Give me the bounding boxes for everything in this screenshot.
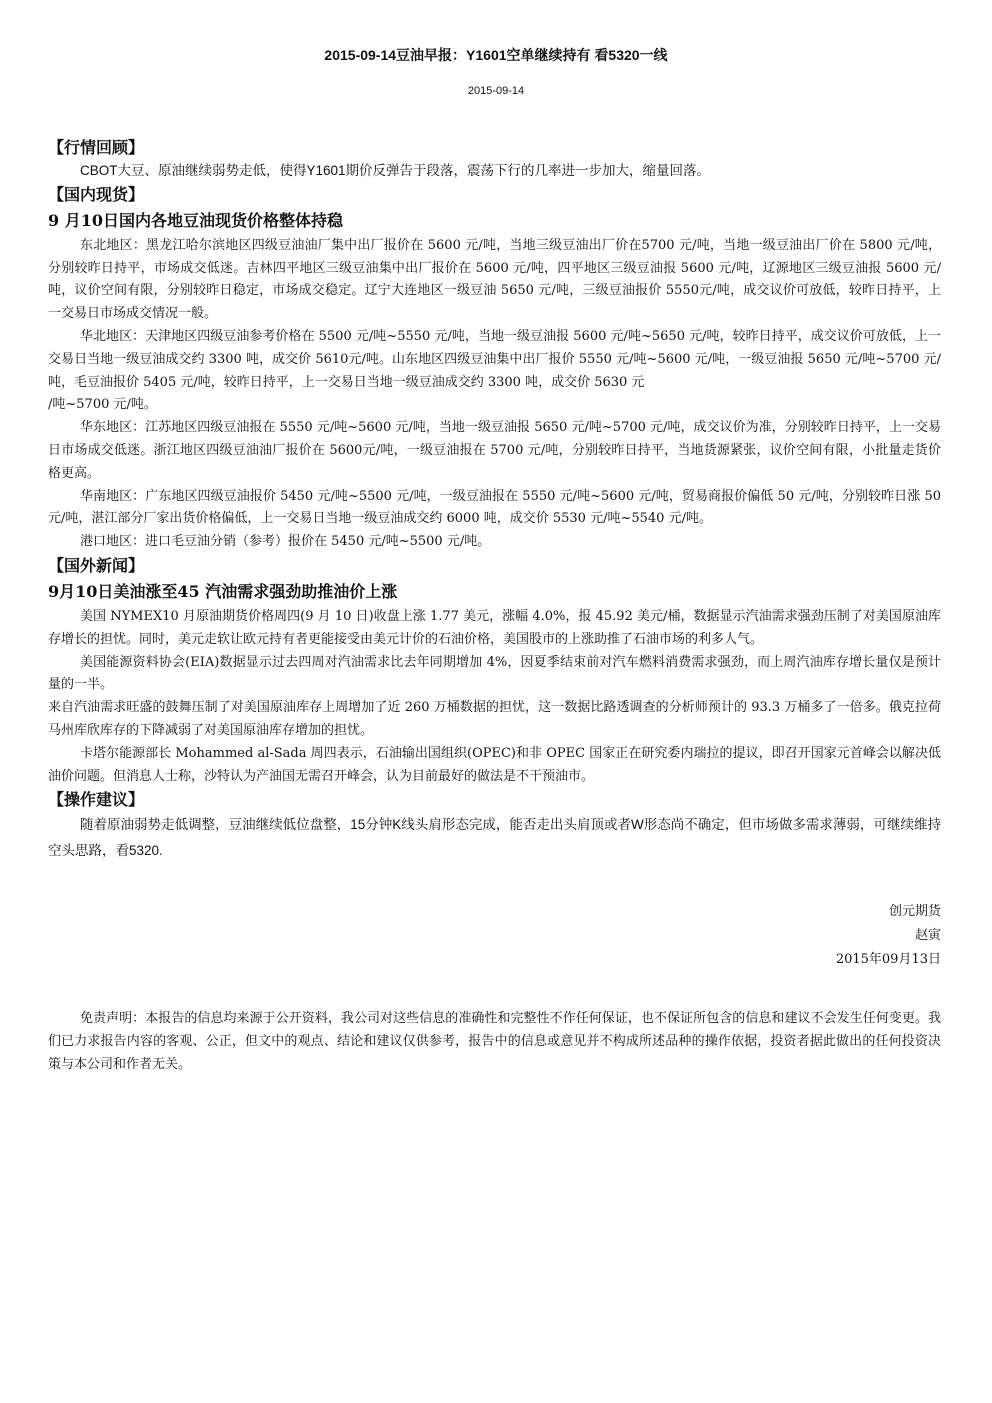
domestic-subheading: 9 月10日国内各地豆油现货价格整体持稳 [48, 210, 343, 230]
foreign-paragraph-3: 来自汽油需求旺盛的鼓舞压制了对美国原油库存上周增加了近 260 万桶数据的担忧，这一数据比路透调查的分析师预计的 93.3 万桶多了一倍多。俄克拉荷马州库欣库存的下降减弱了对美国原油库存增加的担忧。 [48, 700, 941, 738]
north-paragraph: 华北地区：天津地区四级豆油参考价格在 5500 元/吨~5550 元/吨，当地一级豆油报 5600 元/吨~5650 元/吨，较昨日持平，成交议价可放低，上一交易日当地一级豆油成交约 3300 吨，成交价 5610元/吨。山东地区四级豆油集中出厂报价 5550 元/吨~5600 元/吨，一级豆油报 5650 元/吨~5700 元/吨，毛豆油报价 5405 元/吨，较昨日持平，上一交易日当地一级豆油成交约 3300 吨，成交价 5630 元 [48, 328, 941, 390]
section-heading-foreign: 【国外新闻】 [48, 555, 145, 575]
south-paragraph: 华南地区：广东地区四级豆油报价 5450 元/吨~5500 元/吨，一级豆油报在 5550 元/吨~5600 元/吨，贸易商报价偏低 50 元/吨，分别较昨日涨 50 元/吨，湛江部分厂家出货价格偏低，上一交易日当地一级豆油成交约 6000 吨，成交价 5530 元/吨~5540 元/吨。 [48, 488, 941, 527]
foreign-paragraph-2: 美国能源资料协会(EIA)数据显示过去四周对汽油需求比去年同期增加 4%，因夏季结束前对汽车燃料消费需求强劲，而上周汽油库存增长量仅是预计量的一半。 [48, 654, 941, 693]
signature-author: 赵寅 [914, 928, 941, 944]
section-heading-review: 【行情回顾】 [48, 138, 145, 157]
disclaimer-paragraph: 免责声明：本报告的信息均来源于公开资料，我公司对这些信息的准确性和完整性不作任何保证，也不保证所包含的信息和建议不会发生任何变更。我们已力求报告内容的客观、公正，但文中的观点、结论和建议仅供参考，报告中的信息或意见并不构成所述品种的操作依据，投资者据此做出的任何投资决策与本公司和作者无关。 [48, 1011, 941, 1072]
advice-paragraph: 随着原油弱势走低调整，豆油继续低位盘整，15分钟K线头肩形态完成，能否走出头肩顶或者W形态尚不确定，但市场做多需求薄弱，可继续维持空头思路，看5320. [48, 817, 941, 859]
review-paragraph: CBOT大豆、原油继续弱势走低，使得Y1601期价反弹告于段落，震荡下行的几率进一步加大，缩量回落。 [80, 163, 711, 178]
port-paragraph: 港口地区：进口毛豆油分销（参考）报价在 5450 元/吨~5500 元/吨。 [80, 534, 491, 550]
section-heading-advice: 【操作建议】 [48, 790, 145, 810]
document-title: 2015-09-14豆油早报：Y1601空单继续持有 看5320一线 [324, 47, 668, 63]
foreign-subheading: 9月10日美油涨至45 汽油需求强劲助推油价上涨 [48, 581, 398, 601]
signature-date: 2015年09月13日 [835, 952, 941, 968]
foreign-paragraph-4: 卡塔尔能源部长 Mohammed al-Sada 周四表示，石油输出国组织(OPEC)和非 OPEC 国家正在研究委内瑞拉的提议，即召开国家元首峰会以解决低油价问题。但消息人士称，沙特认为产油国无需召开峰会，认为目前最好的做法是不干预油市。 [48, 745, 941, 784]
document-body [48, 136, 941, 1077]
north-paragraph-tail: /吨~5700 元/吨。 [48, 397, 157, 413]
section-heading-domestic: 【国内现货】 [48, 184, 145, 204]
document-date: 2015-09-14 [467, 85, 525, 97]
northeast-paragraph: 东北地区：黑龙江哈尔滨地区四级豆油油厂集中出厂报价在 5600 元/吨，当地三级豆油出厂价在5700 元/吨，当地一级豆油出厂价在 5800 元/吨，分别较昨日持平，市场成交低迷。吉林四平地区三级豆油集中出厂报价在 5600 元/吨，四平地区三级豆油报 5600 元/吨，辽源地区三级豆油报 5600 元/吨，议价空间有限，分别较昨日稳定，市场成交稳定。辽宁大连地区一级豆油 5650 元/吨，三级豆油报价 5550元/吨，成交议价可放低，较昨日持平，上一交易日市场成交情况一般。 [48, 237, 941, 322]
spacer [48, 972, 941, 1008]
spacer [48, 864, 941, 900]
east-paragraph: 华东地区：江苏地区四级豆油报在 5550 元/吨~5600 元/吨，当地一级豆油报 5650 元/吨~5700 元/吨，成交议价为准，分别较昨日持平，上一交易日市场成交低迷。浙江地区四级豆油油厂报价在 5600元/吨，一级豆油报在 5700 元/吨，分别较昨日持平，当地货源紧张，议价空间有限，小批量走货价格更高。 [48, 420, 941, 481]
foreign-paragraph-1: 美国 NYMEX10 月原油期货价格周四(9 月 10 日)收盘上涨 1.77 美元，涨幅 4.0%，报 45.92 美元/桶，数据显示汽油需求强劲压制了对美国原油库存增长的担忧。同时，美元走软让欧元持有者更能接受由美元计价的石油价格，美国股市的上涨助推了石油市场的利多人气。 [48, 608, 941, 647]
signature-company: 创元期货 [888, 904, 941, 920]
